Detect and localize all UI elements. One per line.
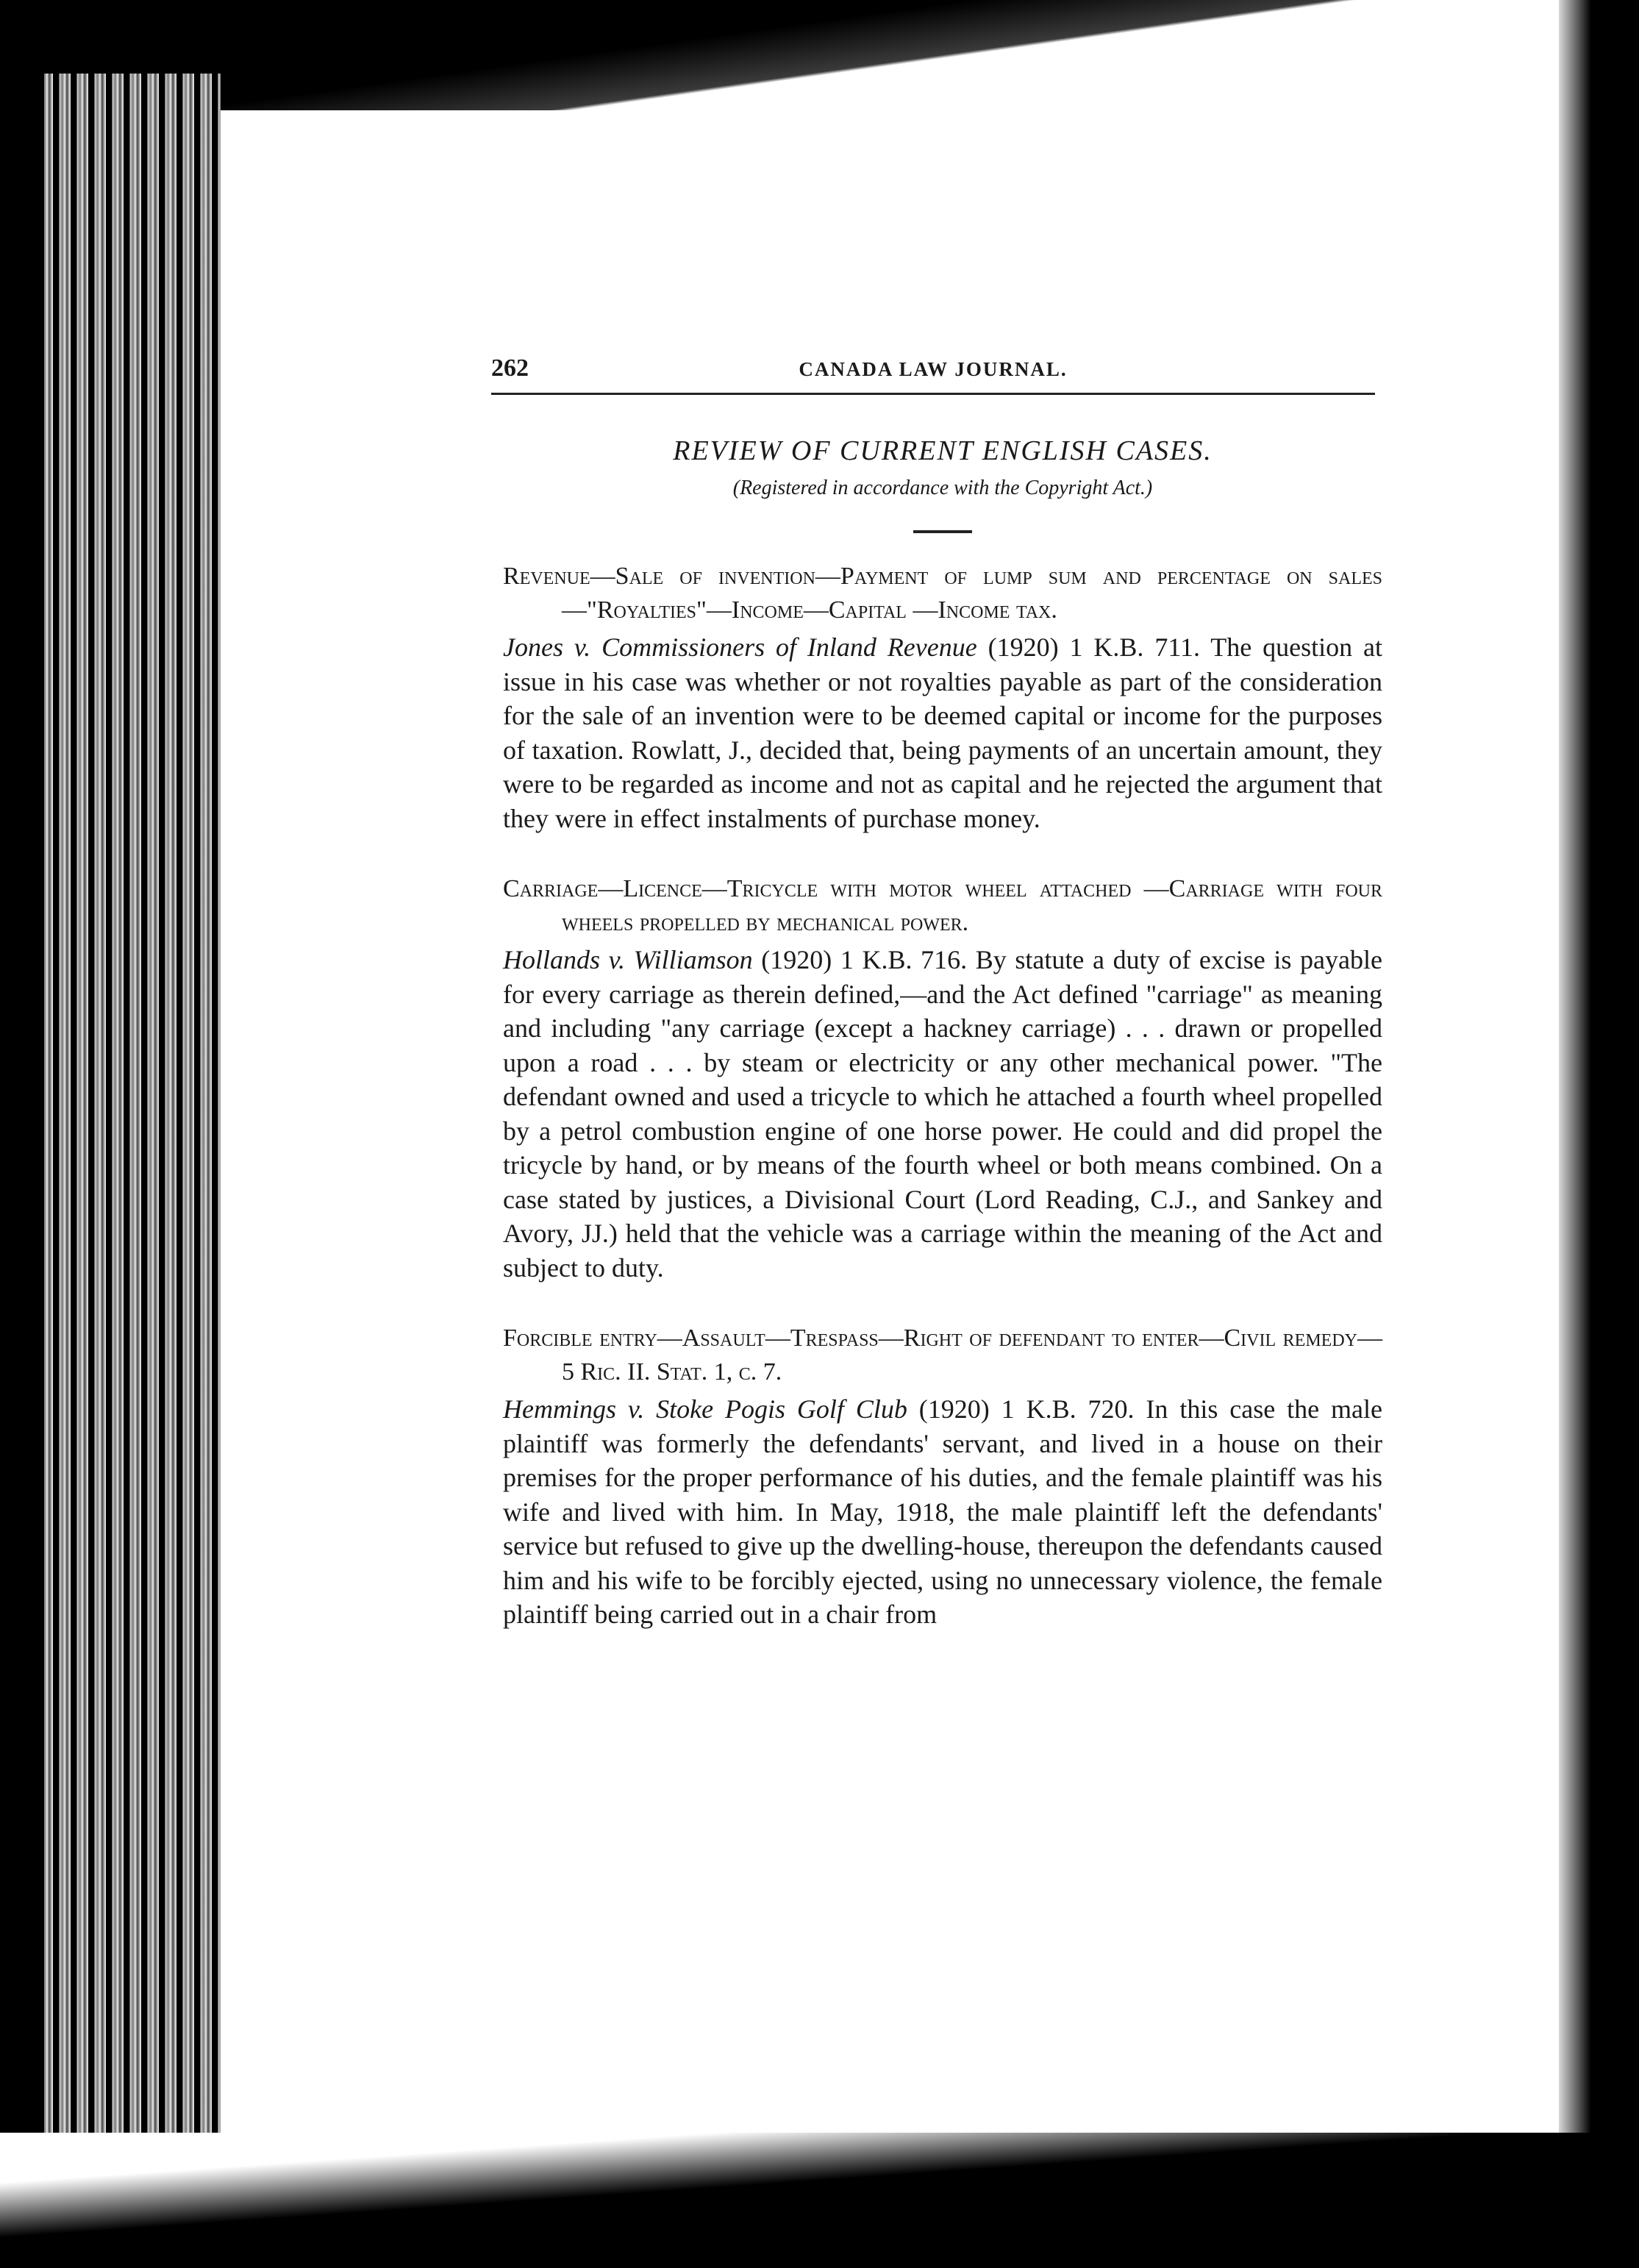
section-title: REVIEW OF CURRENT ENGLISH CASES.: [673, 435, 1213, 466]
case-entry: [503, 1322, 1382, 1632]
case-body: [503, 943, 1382, 1285]
case-entry: [503, 872, 1382, 1285]
section-subtitle: (Registered in accordance with the Copyright Act.): [732, 476, 1153, 499]
scan-border-bottom: [0, 2133, 1639, 2268]
case-heading: Revenue—Sale of invention—Payment of lump sum and percentage on sales—"Royalties"—Income—Capital —Income tax.: [503, 563, 1383, 624]
text-column: [503, 434, 1382, 1669]
title-rule: [913, 530, 972, 533]
scan-border-top: [0, 0, 1639, 110]
case-name: Hemmings v. Stoke Pogis Golf Club: [503, 1394, 907, 1424]
case-text: (1920) 1 K.B. 716. By statute a duty of excise is payable for every carriage as therein defined,—and the Act defined "carriage" as meaning and including "any carriage (except a hackney carriage) . . . drawn or propelled upon a road . . . by steam or electricity or any other mechanical power. "The defendant owned and used a tricycle to which he attached a fourth wheel propelled by a petrol combustion engine of one horse power. He could and did propel the tricycle by hand, or by means of the fourth wheel or both means combined. On a case stated by justices, a Divisional Court (Lord Reading, C.J., and Sankey and Avory, JJ.) held that the vehicle was a carriage within the meaning of the Act and subject to duty.: [503, 945, 1382, 1283]
page-number: 262: [491, 354, 529, 382]
case-body: [503, 1392, 1382, 1632]
scan-edge-left: [0, 74, 44, 2268]
scan-border-right: [1559, 0, 1639, 2268]
case-heading: Carriage—Licence—Tricycle with motor wheel attached —Carriage with four wheels propelled by mechanical power.: [503, 875, 1382, 936]
case-text: (1920) 1 K.B. 711. The question at issue in his case was whether or not royalties payable as part of the consideration for the sale of an invention were to be deemed capital or income for the purposes of taxation. Rowlatt, J., decided that, being payments of an uncertain amount, they were to be regarded as income and not as capital and he rejected the argument that they were in effect instalments of purchase money.: [503, 632, 1382, 833]
case-heading: Forcible entry—Assault—Trespass—Right of defendant to enter—Civil remedy—5 Ric. II. Stat. 1, c. 7.: [503, 1324, 1382, 1386]
running-head: CANADA LAW JOURNAL.: [799, 358, 1068, 380]
case-name: Jones v. Commissioners of Inland Revenue: [503, 632, 977, 662]
case-name: Hollands v. Williamson: [503, 945, 753, 974]
case-body: [503, 630, 1382, 835]
case-entry: [503, 560, 1382, 835]
case-text: (1920) 1 K.B. 720. In this case the male plaintiff was formerly the defendants' servant, and lived in a house on their premises for the proper performance of his duties, and the female plaintiff was his wife and lived with him. In May, 1918, the male plaintiff left the defendants' service but refused to give up the dwelling-house, thereupon the defendants caused him and his wife to be forcibly ejected, using no unnecessary violence, the female plaintiff being carried out in a chair from: [503, 1394, 1382, 1629]
page-header: [491, 354, 1375, 395]
